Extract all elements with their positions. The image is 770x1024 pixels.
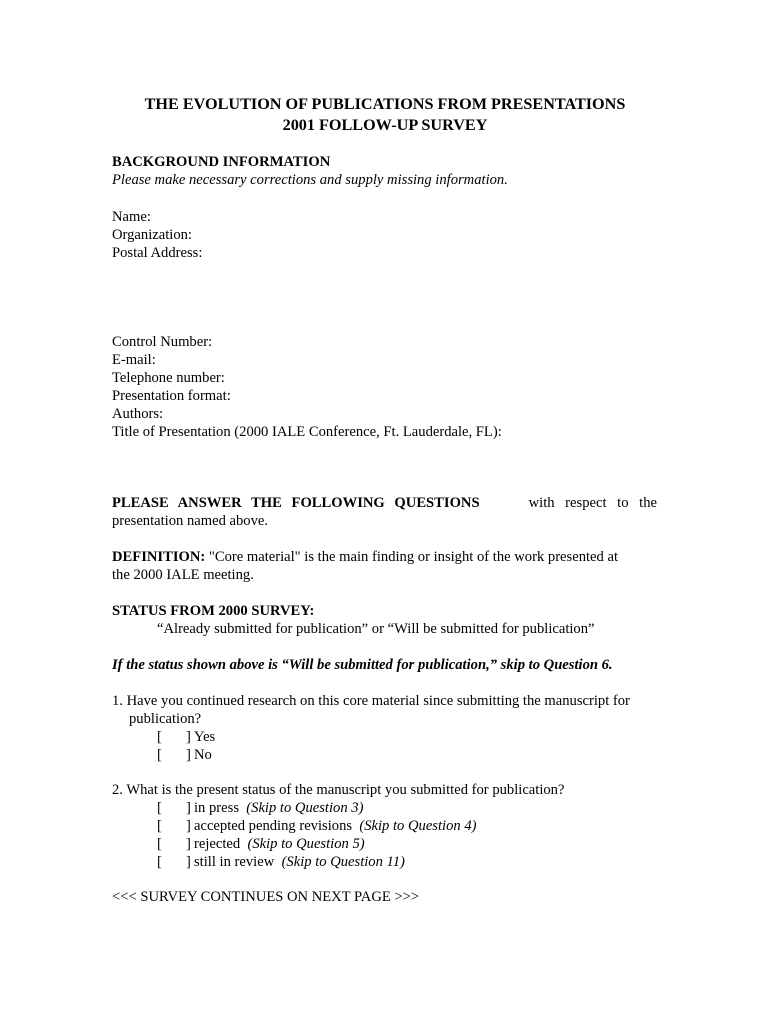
survey-subtitle: 2001 FOLLOW-UP SURVEY (282, 116, 488, 134)
option-accepted[interactable] (112, 817, 657, 835)
email-label: E-mail: (112, 352, 156, 368)
checkbox-open-bracket[interactable]: [ (157, 818, 162, 834)
checkbox-close-bracket[interactable]: ] (186, 818, 191, 834)
definition-label: DEFINITION: (112, 549, 206, 565)
option-rejected-skip: (Skip to Question 5) (247, 836, 365, 852)
presentation-fields (112, 333, 657, 441)
checkbox-open-bracket[interactable]: [ (157, 836, 162, 852)
option-in-review-skip: (Skip to Question 11) (281, 854, 405, 870)
organization-field-label: Organization: (112, 227, 192, 243)
checkbox-close-bracket[interactable]: ] (186, 747, 191, 763)
checkbox-close-bracket[interactable]: ] (186, 729, 191, 745)
checkbox-open-bracket[interactable]: [ (157, 800, 162, 816)
option-in-press-skip: (Skip to Question 3) (246, 800, 364, 816)
option-yes-label: Yes (194, 729, 216, 745)
option-in-review[interactable] (112, 853, 657, 871)
continues-note: <<< SURVEY CONTINUES ON NEXT PAGE >>> (112, 889, 420, 905)
definition-text: "Core material" is the main finding or insight of the work presented at (208, 549, 618, 565)
option-rejected-label: rejected (194, 836, 241, 852)
checkbox-close-bracket[interactable]: ] (186, 836, 191, 852)
checkbox-close-bracket[interactable]: ] (186, 800, 191, 816)
option-in-press-label: in press (194, 800, 239, 816)
please-answer-cont: presentation named above. (112, 513, 269, 529)
status-section (112, 602, 657, 638)
option-no[interactable] (112, 746, 657, 764)
background-instruction: Please make necessary corrections and supply missing information. (112, 172, 508, 188)
question-1 (112, 692, 657, 764)
option-accepted-skip: (Skip to Question 4) (359, 818, 477, 834)
skip-note: If the status shown above is “Will be submitted for publication,” skip to Question 6. (112, 657, 613, 673)
question-1-text-cont: publication? (129, 711, 202, 727)
skip-instruction (112, 656, 657, 674)
status-heading: STATUS FROM 2000 SURVEY: (112, 603, 315, 619)
option-accepted-label: accepted pending revisions (194, 818, 353, 834)
name-field-label: Name: (112, 209, 151, 225)
checkbox-close-bracket[interactable]: ] (186, 854, 191, 870)
question-2-text: 2. What is the present status of the manuscript you submitted for publication? (112, 782, 565, 798)
presentation-format-label: Presentation format: (112, 388, 231, 404)
background-heading: BACKGROUND INFORMATION (112, 154, 331, 170)
option-in-review-label: still in review (194, 854, 275, 870)
definition-paragraph (112, 548, 657, 584)
footer-section (112, 888, 657, 906)
question-1-text: 1. Have you continued research on this core material since submitting the manuscript for (112, 693, 630, 709)
please-answer-heading: PLEASE ANSWER THE FOLLOWING QUESTIONS (112, 495, 480, 511)
checkbox-open-bracket[interactable]: [ (157, 854, 162, 870)
survey-title: THE EVOLUTION OF PUBLICATIONS FROM PRESENTATIONS (144, 95, 626, 113)
question-2 (112, 781, 657, 871)
checkbox-open-bracket[interactable]: [ (157, 729, 162, 745)
presentation-title-label: Title of Presentation (2000 IALE Conference, Ft. Lauderdale, FL): (112, 424, 502, 440)
background-section (112, 153, 657, 189)
checkbox-open-bracket[interactable]: [ (157, 747, 162, 763)
control-number-label: Control Number: (112, 334, 213, 350)
status-value: “Already submitted for publication” or “Will be submitted for publication” (157, 621, 595, 637)
option-no-label: No (194, 747, 212, 763)
postal-address-field-label: Postal Address: (112, 245, 203, 261)
option-rejected[interactable] (112, 835, 657, 853)
contact-fields (112, 208, 657, 262)
option-in-press[interactable] (112, 799, 657, 817)
option-yes[interactable] (112, 728, 657, 746)
authors-label: Authors: (112, 406, 164, 422)
please-answer-paragraph (112, 494, 657, 530)
definition-text-cont: the 2000 IALE meeting. (112, 567, 254, 583)
telephone-label: Telephone number: (112, 370, 225, 386)
please-answer-rest: with respect to the (528, 495, 657, 511)
